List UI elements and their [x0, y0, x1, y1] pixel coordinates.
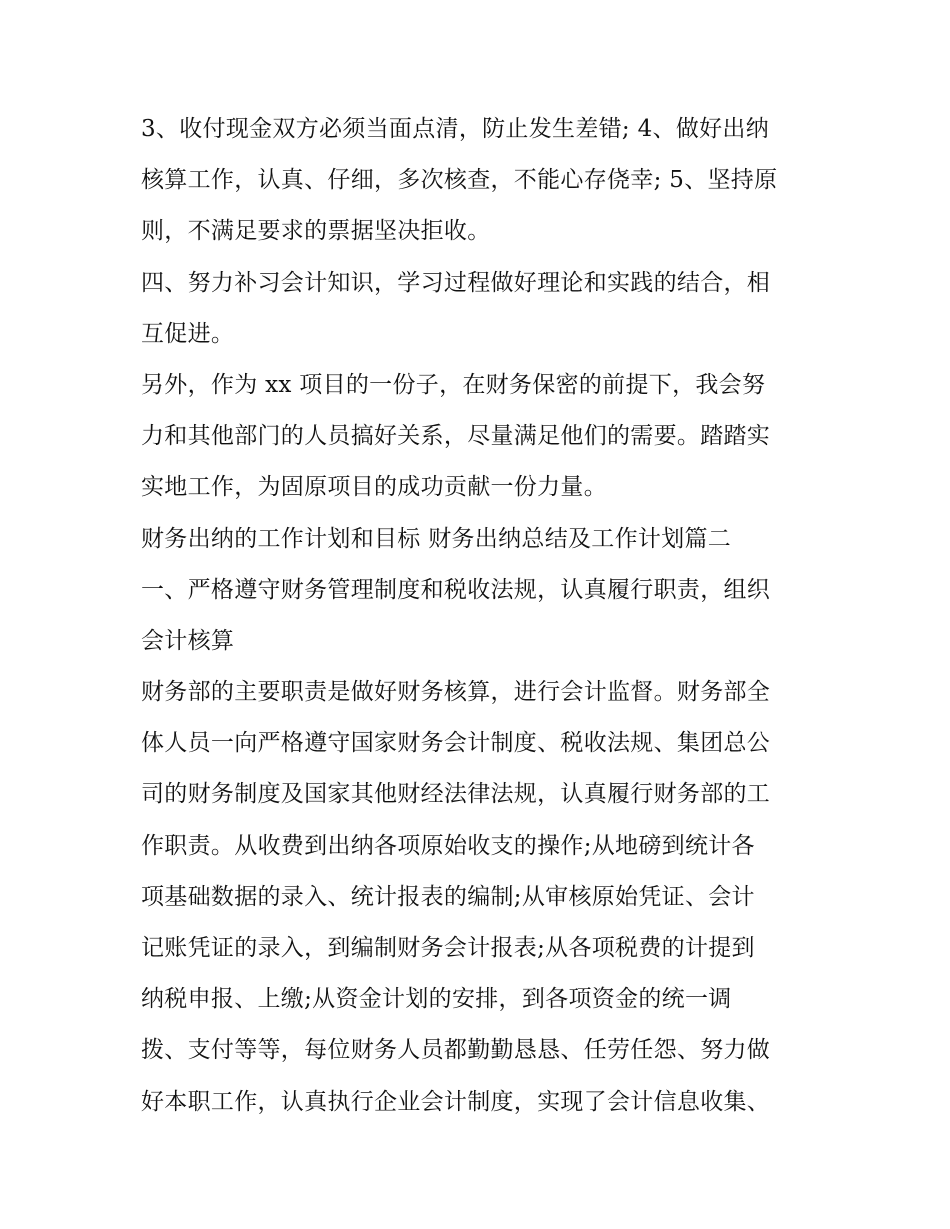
- text-line-7: 力和其他部门的人员搞好关系，尽量满足他们的需要。踏踏实: [141, 423, 771, 450]
- text-line-10: 一、严格遵守财务管理制度和税收法规，认真履行职责，组织: [141, 576, 771, 603]
- text-line-6: 另外，作为 xx 项目的一份子，在财务保密的前提下，我会努: [141, 371, 766, 398]
- text-line-12: 财务部的主要职责是做好财务核算，进行会计监督。财务部全: [141, 679, 771, 706]
- text-line-16: 项基础数据的录入、统计报表的编制;从审核原始凭证、会计: [141, 883, 755, 910]
- text-line-4: 四、努力补习会计知识，学习过程做好理论和实践的结合，相: [141, 269, 771, 296]
- section-heading: 财务出纳的工作计划和目标 财务出纳总结及工作计划篇二: [141, 525, 732, 552]
- text-line-11: 会计核算: [141, 627, 235, 654]
- text-line-15: 作职责。从收费到出纳各项原始收支的操作;从地磅到统计各: [141, 832, 755, 859]
- text-line-18: 纳税申报、上缴;从资金计划的安排，到各项资金的统一调: [141, 986, 732, 1013]
- text-line-20: 好本职工作，认真执行企业会计制度，实现了会计信息收集、: [141, 1088, 771, 1115]
- text-line-13: 体人员一向严格遵守国家财务会计制度、税收法规、集团总公: [141, 730, 771, 757]
- text-line-17: 记账凭证的录入，到编制财务会计报表;从各项税费的计提到: [141, 935, 755, 961]
- text-line-1: 3、收付现金双方必须当面点清，防止发生差错; 4、做好出纳: [141, 116, 770, 142]
- text-line-2: 核算工作，认真、仔细，多次核查，不能心存侥幸; 5、坚持原: [141, 167, 778, 194]
- text-line-19: 拨、支付等等，每位财务人员都勤勤恳恳、任劳任怨、努力做: [141, 1037, 771, 1064]
- text-line-3: 则，不满足要求的票据坚决拒收。: [141, 218, 491, 245]
- text-line-14: 司的财务制度及国家其他财经法律法规，认真履行财务部的工: [141, 781, 771, 808]
- text-line-5: 互促进。: [141, 320, 235, 347]
- document-body: [141, 104, 821, 1128]
- text-line-8: 实地工作，为固原项目的成功贡献一份力量。: [141, 474, 607, 501]
